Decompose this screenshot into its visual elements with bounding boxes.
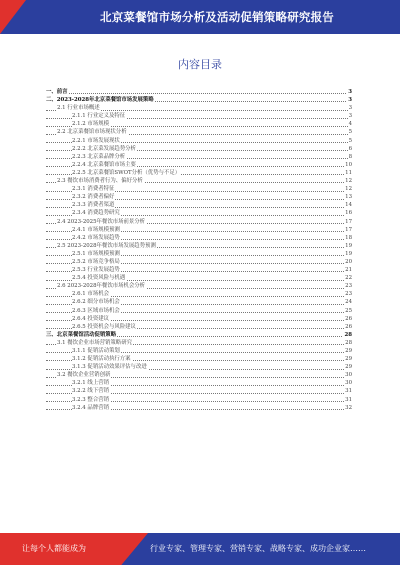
toc-entry-label: 3.1.3 促销活动效果评估与改进 <box>72 364 147 371</box>
toc-entry[interactable] <box>46 104 352 112</box>
toc-entry-label: 2.2.2 北京菜发展趋势分析 <box>72 145 136 152</box>
toc-entry-page: 31 <box>345 388 352 395</box>
toc-entry[interactable] <box>46 218 352 226</box>
toc-entry[interactable] <box>46 201 352 209</box>
toc-entry[interactable] <box>46 315 352 323</box>
toc-entry-label: 2.5.1 市场规模预测 <box>72 250 120 257</box>
toc-entry-page: 17 <box>345 226 352 233</box>
toc-entry-label: 三、北京菜餐馆活动促销策略 <box>46 331 117 338</box>
toc-heading: 内容目录 <box>178 58 222 71</box>
toc-entry-page: 20 <box>345 258 352 265</box>
toc-entry-page: 3 <box>348 113 352 120</box>
toc-entry[interactable] <box>46 371 352 379</box>
footer-roles: 行业专家、管理专家、营销专家、战略专家、成功企业家…… <box>150 544 366 553</box>
toc-entry[interactable] <box>46 363 352 371</box>
toc-entry-label: 2.2.5 北京菜餐馆SWOT分析（优势与不足） <box>72 169 181 176</box>
toc-entry-page: 28 <box>344 331 352 338</box>
toc-entry[interactable] <box>46 185 352 193</box>
toc-entry-page: 5 <box>348 137 352 144</box>
toc-entry[interactable] <box>46 274 352 282</box>
toc-entry-label: 2.2 北京菜餐馆市场现状分析 <box>57 129 127 136</box>
toc-entry[interactable] <box>46 88 352 96</box>
toc-entry-page: 29 <box>345 348 352 354</box>
toc-entry-page: 10 <box>345 161 352 168</box>
toc-entry-label: 2.5.4 投资风险与机遇 <box>72 275 126 282</box>
toc-entry-label: 2.2.1 市场发展现状 <box>72 137 120 144</box>
toc-entry-label: 2.2.4 北京菜餐馆市场主要 <box>72 161 136 168</box>
toc-entry[interactable] <box>46 137 352 145</box>
toc-entry-label: 2.5.2 市场竞争格局 <box>72 258 120 265</box>
toc-entry-page: 12 <box>345 178 352 185</box>
toc-entry-label: 一、前言 <box>46 89 68 95</box>
toc-entry-page: 30 <box>345 372 352 379</box>
toc-entry-page: 16 <box>345 210 352 217</box>
toc-entry-page: 8 <box>348 153 352 160</box>
toc-entry[interactable] <box>46 193 352 201</box>
toc-entry-page: 3 <box>348 89 352 95</box>
toc-entry-page: 21 <box>345 267 352 274</box>
footer-slogan: 让每个人都能成为 <box>22 544 86 553</box>
toc-entry-label: 3.1.1 促销活动策划 <box>72 348 120 354</box>
toc-entry-page: 17 <box>345 218 352 225</box>
toc-entry[interactable] <box>46 153 352 161</box>
toc-entry-label: 3.2.3 整合营销 <box>72 396 109 403</box>
toc-entry-page: 6 <box>348 145 352 152</box>
toc-entry-page: 23 <box>345 283 352 290</box>
header-red-corner <box>0 0 26 34</box>
toc-entry-page: 24 <box>345 299 352 306</box>
toc-entry-label: 2.4.1 市场规模预测 <box>72 226 120 233</box>
toc-entry[interactable] <box>46 347 352 355</box>
toc-entry-label: 2.1 行业市场概述 <box>57 105 100 112</box>
toc-entry-label: 2.2.3 北京菜品牌分析 <box>72 153 126 160</box>
toc-entry[interactable] <box>46 282 352 290</box>
toc-entry-page: 18 <box>345 234 352 241</box>
toc-entry-page: 19 <box>345 242 352 249</box>
toc-entry-label: 3.2.1 线上营销 <box>72 380 109 387</box>
toc-entry-label: 2.3.2 消费者偏好 <box>72 194 115 201</box>
toc-entry-label: 3.2 餐饮企业营销创新 <box>57 372 111 379</box>
toc-entry-label: 2.1.2 市场规模 <box>72 121 109 128</box>
toc-entry-label: 2.6.4 投资建议 <box>72 315 109 322</box>
toc-entry[interactable] <box>46 298 352 306</box>
toc-entry-label: 2.5 2023-2028年餐饮市场发展趋势预测 <box>57 242 156 249</box>
toc-entry-label: 2.5.3 行业发展趋势 <box>72 267 120 274</box>
table-of-contents <box>46 88 352 412</box>
toc-entry[interactable] <box>46 161 352 169</box>
toc-entry[interactable] <box>46 169 352 177</box>
toc-entry[interactable] <box>46 404 352 412</box>
toc-leader-dots <box>46 93 352 94</box>
toc-entry-label: 2.3.1 消费者特征 <box>72 186 115 193</box>
toc-entry-label: 3.1 餐饮企业市场营销策略研究 <box>57 339 132 346</box>
toc-entry-label: 3.2.4 品牌营销 <box>72 404 109 411</box>
toc-entry[interactable] <box>46 120 352 128</box>
toc-entry-label: 2.3.3 消费者渠道 <box>72 202 115 209</box>
toc-entry-label: 2.6.5 投资机会与风险建议 <box>72 323 136 330</box>
toc-entry[interactable] <box>46 145 352 153</box>
toc-entry[interactable] <box>46 323 352 331</box>
toc-entry-page: 26 <box>345 323 352 330</box>
toc-entry-page: 29 <box>345 356 352 363</box>
toc-entry-page: 32 <box>345 404 352 411</box>
toc-entry-page: 3 <box>348 97 352 104</box>
toc-entry-label: 2.3 餐饮市场消费者行为、偏好分析 <box>57 178 143 185</box>
toc-entry[interactable] <box>46 396 352 404</box>
toc-entry-page: 14 <box>345 202 352 209</box>
toc-entry-label: 二、2023-2028年北京菜餐馆市场发展策略 <box>46 97 154 104</box>
toc-entry-label: 2.4 2023-2025年餐饮市场前景分析 <box>57 218 146 225</box>
toc-entry-label: 2.6 2023-2028年餐饮市场机会分析 <box>57 283 146 290</box>
toc-entry[interactable] <box>46 307 352 315</box>
toc-entry[interactable] <box>46 177 352 185</box>
toc-entry-page: 29 <box>345 364 352 371</box>
toc-entry-page: 28 <box>345 339 352 346</box>
toc-entry[interactable] <box>46 96 352 104</box>
toc-entry-page: 4 <box>348 121 352 128</box>
toc-entry-label: 2.6.2 细分市场机会 <box>72 299 120 306</box>
report-title: 北京菜餐馆市场分析及活动促销策略研究报告 <box>100 10 334 24</box>
toc-entry-label: 2.4.2 市场发展趋势 <box>72 234 120 241</box>
toc-entry[interactable] <box>46 226 352 234</box>
toc-entry-page: 12 <box>345 186 352 193</box>
toc-entry-page: 30 <box>345 380 352 387</box>
toc-entry-label: 2.6.3 区域市场机会 <box>72 307 120 314</box>
toc-entry[interactable] <box>46 387 352 395</box>
toc-entry-label: 3.2.2 线下营销 <box>72 388 109 395</box>
page-footer-banner <box>0 533 400 565</box>
toc-entry-page: 26 <box>345 315 352 322</box>
toc-entry-page: 19 <box>345 250 352 257</box>
toc-entry-page: 31 <box>345 396 352 403</box>
toc-entry-page: 3 <box>348 105 352 112</box>
toc-entry[interactable] <box>46 331 352 339</box>
toc-entry-page: 23 <box>345 291 352 298</box>
page-header-banner <box>0 0 400 34</box>
toc-entry-page: 25 <box>345 307 352 314</box>
toc-entry-label: 2.1.1 行业定义及特征 <box>72 113 126 120</box>
toc-entry[interactable] <box>46 290 352 298</box>
toc-entry-label: 2.6.1 市场机会 <box>72 291 109 298</box>
toc-entry-page: 13 <box>345 194 352 201</box>
toc-entry[interactable] <box>46 258 352 266</box>
toc-entry-page: 11 <box>345 169 352 176</box>
toc-entry-label: 2.3.4 消费趋势研究 <box>72 210 120 217</box>
toc-entry-page: 5 <box>348 129 352 136</box>
toc-entry[interactable] <box>46 128 352 136</box>
toc-entry[interactable] <box>46 339 352 347</box>
toc-entry[interactable] <box>46 112 352 120</box>
toc-entry[interactable] <box>46 355 352 363</box>
toc-entry[interactable] <box>46 266 352 274</box>
toc-entry[interactable] <box>46 379 352 387</box>
toc-entry[interactable] <box>46 242 352 250</box>
toc-entry-page: 22 <box>345 275 352 282</box>
toc-entry-label: 3.1.2 促销活动执行方案 <box>72 356 131 363</box>
toc-entry[interactable] <box>46 250 352 258</box>
toc-entry[interactable] <box>46 234 352 242</box>
toc-entry[interactable] <box>46 209 352 217</box>
